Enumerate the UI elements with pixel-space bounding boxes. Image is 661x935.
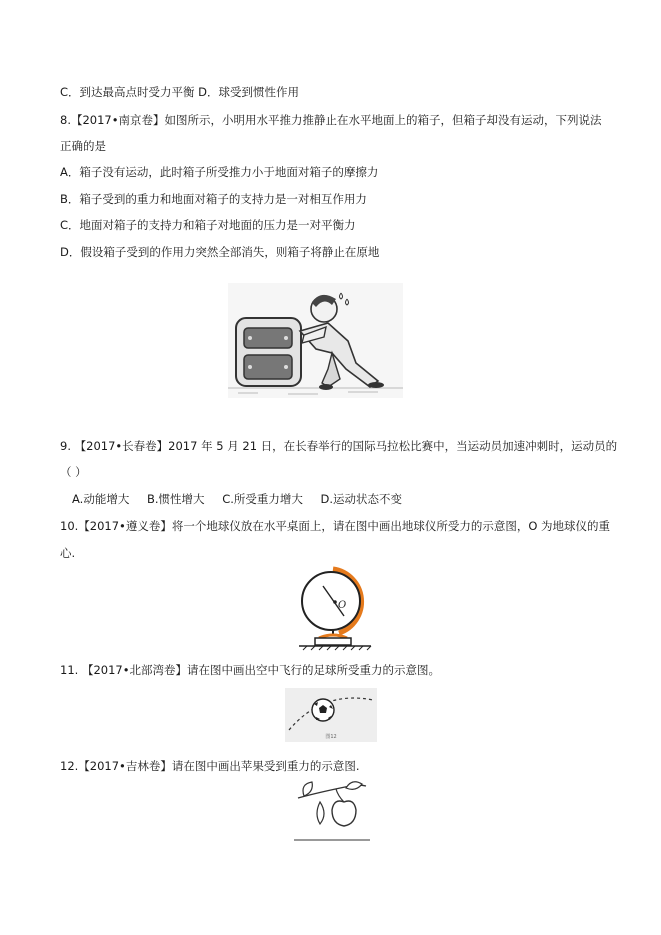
q11-stem: 11. 【2017•北部湾卷】请在图中画出空中飞行的足球所受重力的示意图。 xyxy=(60,663,440,677)
q7-options-cd: C．到达最高点时受力平衡 D．球受到惯性作用 xyxy=(60,85,300,99)
q9-option-c: C.所受重力增大 xyxy=(222,492,303,506)
globe-figure xyxy=(295,566,377,651)
football-figure xyxy=(285,688,377,742)
q12-stem: 12.【2017•吉林卷】请在图中画出苹果受到重力的示意图. xyxy=(60,759,360,773)
q8-stem-line1: 8.【2017•南京卷】如图所示，小明用水平推力推静止在水平地面上的箱子，但箱子却没有运动，下列说法 xyxy=(60,113,602,127)
q9-option-d: D.运动状态不变 xyxy=(320,492,403,506)
q9-option-a: A.动能增大 xyxy=(72,492,130,506)
q9-stem-line1: 9. 【2017•长春卷】2017 年 5 月 21 日，在长春举行的国际马拉松比赛中，当运动员加速冲刺时，运动员的 xyxy=(60,439,618,453)
q9-stem-line2: （ ） xyxy=(60,465,87,479)
q8-stem-line2: 正确的是 xyxy=(60,139,106,153)
q9-options xyxy=(72,491,416,507)
q8-option-a: A．箱子没有运动，此时箱子所受推力小于地面对箱子的摩擦力 xyxy=(60,165,379,179)
q9-option-b: B.惯性增大 xyxy=(146,492,205,506)
q8-option-b: B．箱子受到的重力和地面对箱子的支持力是一对相互作用力 xyxy=(60,192,367,206)
q8-option-d: D．假设箱子受到的作用力突然全部消失，则箱子将静止在原地 xyxy=(60,245,380,259)
football-figure-caption: 图12 xyxy=(325,734,337,740)
apple-figure xyxy=(290,780,372,842)
q10-stem-line2: 心. xyxy=(60,546,76,560)
q10-stem-line1: 10.【2017•遵义卷】将一个地球仪放在水平桌面上，请在图中画出地球仪所受力的示意图，O 为地球仪的重 xyxy=(60,519,611,533)
globe-center-label: O xyxy=(338,600,347,611)
boy-pushing-box-figure xyxy=(228,283,403,398)
q8-option-c: C．地面对箱子的支持力和箱子对地面的压力是一对平衡力 xyxy=(60,218,356,232)
